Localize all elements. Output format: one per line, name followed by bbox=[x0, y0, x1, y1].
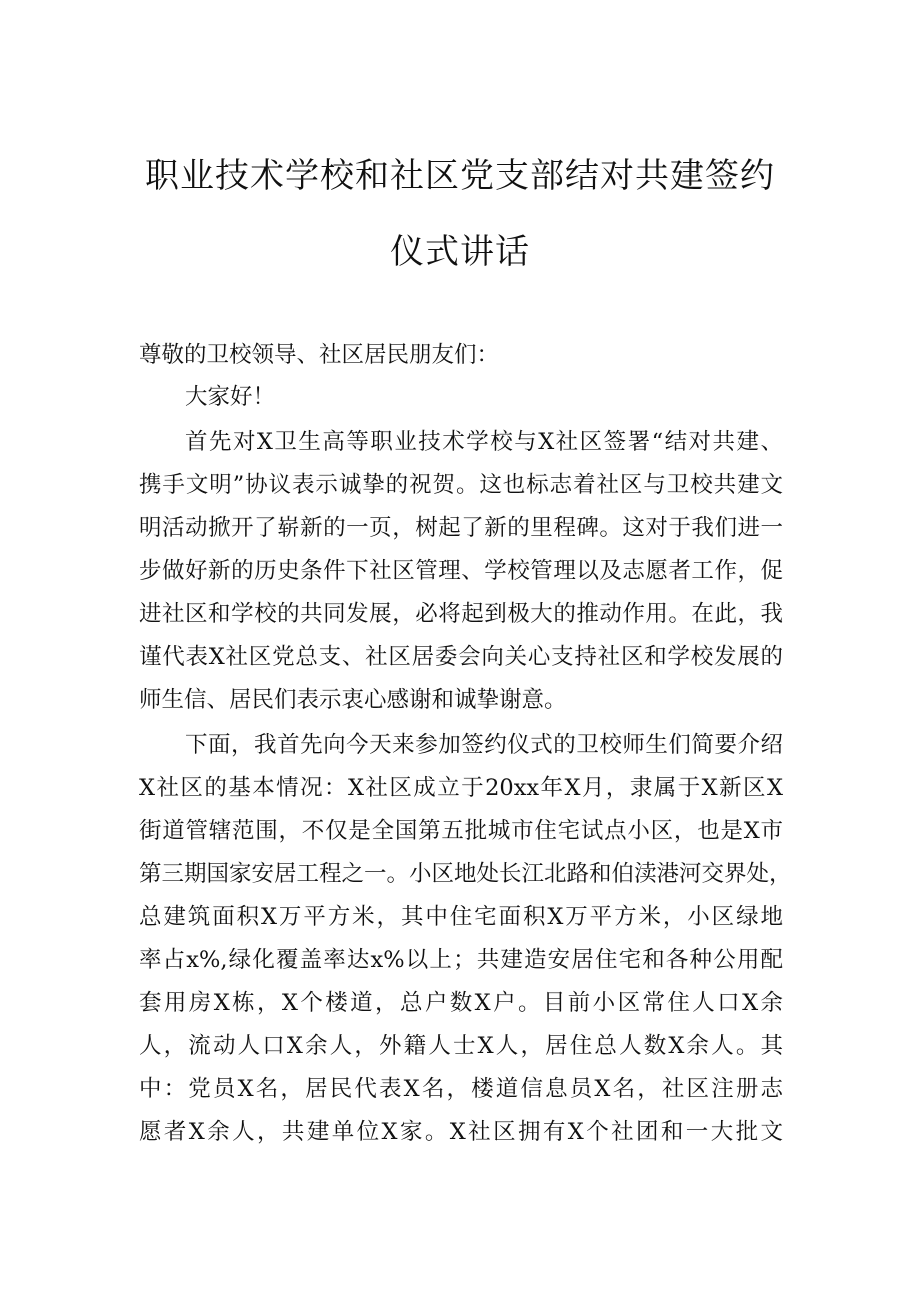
greeting: 大家好！ bbox=[185, 384, 276, 410]
paragraph-line: 进社区和学校的共同发展，必将起到极大的推动作用。在此，我 bbox=[139, 601, 783, 627]
document-title-line-1: 职业技术学校和社区党支部结对共建签约 bbox=[145, 156, 775, 196]
paragraph-line: 下面，我首先向今天来参加签约仪式的卫校师生们简要介绍 bbox=[185, 732, 783, 758]
paragraph-line: X社区的基本情况：X社区成立于20xx年X月，隶属于X新区X bbox=[139, 775, 783, 801]
paragraph-line: 携手文明”协议表示诚挚的祝贺。这也标志着社区与卫校共建文 bbox=[139, 472, 783, 498]
paragraph-line: 套用房X栋，X个楼道，总户数X户。目前小区常住人口X余 bbox=[139, 990, 783, 1016]
paragraph-line: 首先对X卫生高等职业技术学校与X社区签署“结对共建、 bbox=[185, 429, 783, 455]
paragraph-line: 师生信、居民们表示衷心感谢和诚挚谢意。 bbox=[139, 687, 567, 713]
paragraph-line: 率占x%,绿化覆盖率达x%以上；共建造安居住宅和各种公用配 bbox=[139, 947, 783, 973]
paragraph-line: 第三期国家安居工程之一。小区地处长江北路和伯渎港河交界处， bbox=[139, 861, 792, 887]
paragraph-line: 步做好新的历史条件下社区管理、学校管理以及志愿者工作，促 bbox=[139, 558, 783, 584]
paragraph-line: 明活动掀开了崭新的一页，树起了新的里程碑。这对于我们进一 bbox=[139, 515, 783, 541]
salutation: 尊敬的卫校领导、社区居民朋友们： bbox=[139, 342, 500, 368]
paragraph-line: 愿者X余人，共建单位X家。X社区拥有X个社团和一大批文 bbox=[139, 1119, 783, 1145]
paragraph-line: 街道管辖范围，不仅是全国第五批城市住宅试点小区，也是X市 bbox=[139, 818, 783, 844]
paragraph-line: 人，流动人口X余人，外籍人士X人，居住总人数X余人。其 bbox=[139, 1033, 783, 1059]
paragraph-line: 中：党员X名，居民代表X名，楼道信息员X名，社区注册志 bbox=[139, 1076, 783, 1102]
paragraph-line: 总建筑面积X万平方米，其中住宅面积X万平方米，小区绿地 bbox=[139, 904, 783, 930]
paragraph-line: 谨代表X社区党总支、社区居委会向关心支持社区和学校发展的 bbox=[139, 644, 783, 670]
document-title-line-2: 仪式讲话 bbox=[390, 232, 530, 272]
